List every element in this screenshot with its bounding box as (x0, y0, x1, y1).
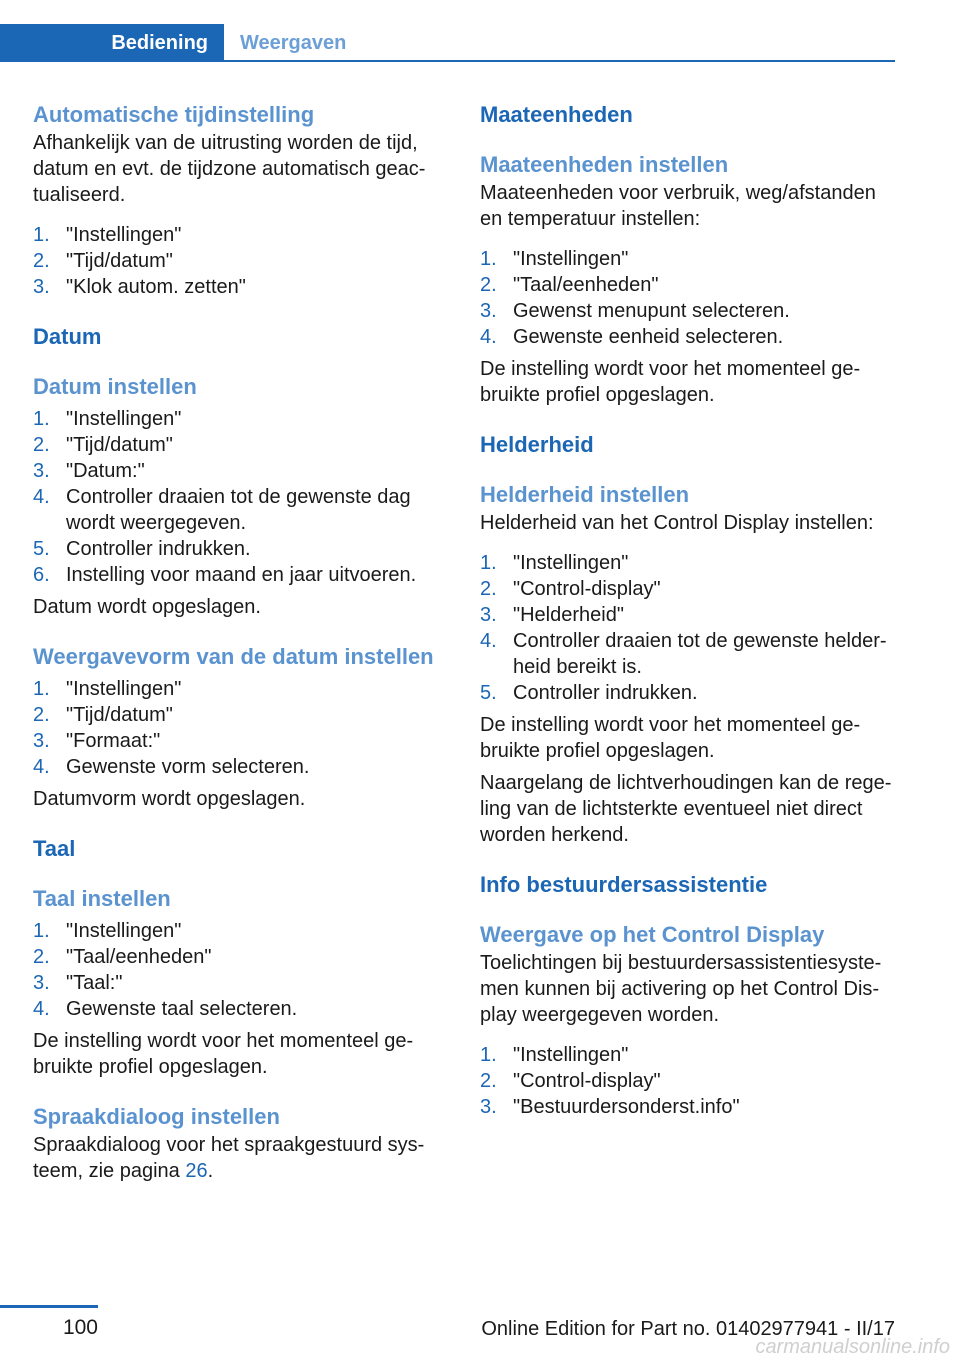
step-text: "Instellingen" (66, 678, 182, 700)
maateenheden-description: Maateenheden voor verbruik, weg/afstanden en temperatuur instellen: (480, 182, 876, 230)
step-text: Controller draaien tot de gewenste dag wordt weergegeven. (66, 486, 411, 534)
datum-steps (33, 406, 448, 588)
step-number: 4. (480, 326, 497, 348)
auto-time-steps (33, 222, 448, 300)
step-number: 3. (33, 730, 50, 752)
step-number: 5. (33, 538, 50, 560)
step-number: 3. (480, 604, 497, 626)
step-text: Controller indrukken. (66, 538, 251, 560)
tab-bediening[interactable]: Bediening (0, 24, 224, 62)
left-column (33, 100, 448, 1184)
weergavevorm-saved-note: Datumvorm wordt opgeslagen. (33, 788, 306, 810)
step-number: 1. (33, 678, 50, 700)
step-text: "Instellingen" (513, 1044, 629, 1066)
maateenheden-heading: Maateenheden (480, 102, 633, 127)
step-text: Gewenste eenheid selecteren. (513, 326, 784, 348)
list-item (33, 406, 448, 432)
info-description: Toelichtingen bij bestuurdersassistentiesystemen kunnen bij activering op het Control Display weergegeven worden. (480, 952, 882, 1026)
helderheid-saved-note: De instelling wordt voor het momenteel gebruikte profiel opgeslagen. (480, 714, 861, 762)
step-text: "Tijd/datum" (66, 434, 173, 456)
list-item (480, 680, 898, 706)
page-number: 100 (62, 1316, 98, 1339)
step-text: "Instellingen" (66, 920, 182, 942)
spraakdialoog-period: . (207, 1160, 214, 1182)
list-item (480, 550, 898, 576)
list-item (33, 918, 448, 944)
list-item (33, 248, 448, 274)
list-item (480, 1042, 898, 1068)
list-item (480, 602, 898, 628)
step-text: "Taal/eenheden" (513, 274, 659, 296)
header-tabbar (0, 24, 895, 62)
step-number: 4. (480, 630, 497, 652)
helderheid-instellen-heading: Helderheid instellen (480, 482, 690, 507)
step-text: "Formaat:" (66, 730, 161, 752)
step-number: 3. (33, 460, 50, 482)
list-item (480, 1068, 898, 1094)
step-number: 3. (480, 1096, 497, 1118)
step-number: 5. (480, 682, 497, 704)
maateenheden-saved-note: De instelling wordt voor het momenteel gebruikte profiel opgeslagen. (480, 358, 861, 406)
taal-saved-note: De instelling wordt voor het momenteel gebruikte profiel opgeslagen. (33, 1030, 414, 1078)
step-text: "Instellingen" (66, 408, 182, 430)
watermark: carmanualsonline.info (755, 1336, 950, 1358)
step-text: "Klok autom. zetten" (66, 276, 246, 298)
footer-rule (0, 1305, 98, 1308)
spraakdialoog-description (33, 1132, 448, 1184)
info-steps (480, 1042, 898, 1120)
step-number: 3. (33, 972, 50, 994)
step-text: Controller indrukken. (513, 682, 698, 704)
step-text: "Control-display" (513, 1070, 661, 1092)
taal-instellen-heading: Taal instellen (33, 886, 171, 911)
step-number: 4. (33, 998, 50, 1020)
maateenheden-instellen-heading: Maateenheden instellen (480, 152, 729, 177)
step-text: "Instellingen" (66, 224, 182, 246)
step-text: Instelling voor maand en jaar uitvoeren. (66, 564, 417, 586)
step-number: 3. (33, 276, 50, 298)
list-item (480, 298, 898, 324)
list-item (480, 628, 898, 680)
info-weergave-heading: Weergave op het Control Display (480, 922, 825, 947)
step-number: 1. (480, 552, 497, 574)
auto-time-heading: Automatische tijdinstelling (33, 102, 315, 127)
list-item (33, 536, 448, 562)
step-number: 1. (480, 1044, 497, 1066)
maateenheden-steps (480, 246, 898, 350)
step-number: 4. (33, 486, 50, 508)
list-item (480, 324, 898, 350)
step-number: 2. (33, 250, 50, 272)
step-number: 2. (480, 274, 497, 296)
step-text: "Taal:" (66, 972, 123, 994)
step-number: 4. (33, 756, 50, 778)
header-rule (0, 60, 895, 62)
step-text: "Control-display" (513, 578, 661, 600)
spraakdialoog-heading: Spraakdialoog instellen (33, 1104, 280, 1129)
step-text: Gewenst menupunt selecteren. (513, 300, 790, 322)
info-heading: Info bestuurdersassistentie (480, 872, 768, 897)
weergavevorm-heading: Weergavevorm van de datum instellen (33, 644, 434, 669)
step-text: "Instellingen" (513, 248, 629, 270)
step-number: 2. (480, 578, 497, 600)
list-item (33, 562, 448, 588)
step-number: 2. (33, 946, 50, 968)
taal-heading: Taal (33, 836, 76, 861)
datum-heading: Datum (33, 324, 102, 349)
step-number: 2. (33, 434, 50, 456)
step-text: "Bestuurdersonderst.info" (513, 1096, 740, 1118)
step-text: "Instellingen" (513, 552, 629, 574)
list-item (33, 754, 448, 780)
step-text: "Datum:" (66, 460, 145, 482)
list-item (33, 970, 448, 996)
helderheid-note: Naargelang de lichtverhoudingen kan de regeling van de lichtsterkte eventueel niet direct worden herkend. (480, 772, 892, 846)
datum-instellen-heading: Datum instellen (33, 374, 197, 399)
edition-text: Online Edition for Part no. 01402977941 - II/17 (481, 1318, 895, 1340)
step-number: 2. (480, 1070, 497, 1092)
list-item (33, 484, 448, 536)
taal-steps (33, 918, 448, 1022)
list-item (480, 272, 898, 298)
list-item (33, 458, 448, 484)
step-text: "Tijd/datum" (66, 704, 173, 726)
step-number: 1. (33, 224, 50, 246)
list-item (33, 222, 448, 248)
datum-saved-note: Datum wordt opgeslagen. (33, 596, 261, 618)
step-number: 1. (33, 920, 50, 942)
list-item (33, 702, 448, 728)
list-item (33, 996, 448, 1022)
list-item (480, 246, 898, 272)
spraakdialoog-text: Spraakdialoog voor het spraakgestuurd systeem, zie pagina (33, 1134, 425, 1182)
page-26-link[interactable]: 26 (185, 1160, 208, 1182)
step-text: "Tijd/datum" (66, 250, 173, 272)
step-number: 1. (480, 248, 497, 270)
helderheid-description: Helderheid van het Control Display instellen: (480, 512, 874, 534)
helderheid-steps (480, 550, 898, 706)
step-number: 3. (480, 300, 497, 322)
list-item (33, 728, 448, 754)
step-text: "Helderheid" (513, 604, 624, 626)
right-column (480, 100, 898, 1120)
tab-weergaven[interactable]: Weergaven (240, 31, 347, 54)
helderheid-heading: Helderheid (480, 432, 594, 457)
step-number: 1. (33, 408, 50, 430)
step-text: Gewenste vorm selecteren. (66, 756, 310, 778)
list-item (33, 676, 448, 702)
step-text: Gewenste taal selecteren. (66, 998, 298, 1020)
step-text: "Taal/eenheden" (66, 946, 212, 968)
list-item (33, 432, 448, 458)
auto-time-description: Afhankelijk van de uitrusting worden de tijd, datum en evt. de tijdzone automatisch geactualiseerd. (33, 132, 426, 206)
step-number: 6. (33, 564, 50, 586)
list-item (480, 1094, 898, 1120)
list-item (33, 274, 448, 300)
weergavevorm-steps (33, 676, 448, 780)
list-item (480, 576, 898, 602)
step-text: Controller draaien tot de gewenste helderheid bereikt is. (513, 630, 887, 678)
list-item (33, 944, 448, 970)
step-number: 2. (33, 704, 50, 726)
